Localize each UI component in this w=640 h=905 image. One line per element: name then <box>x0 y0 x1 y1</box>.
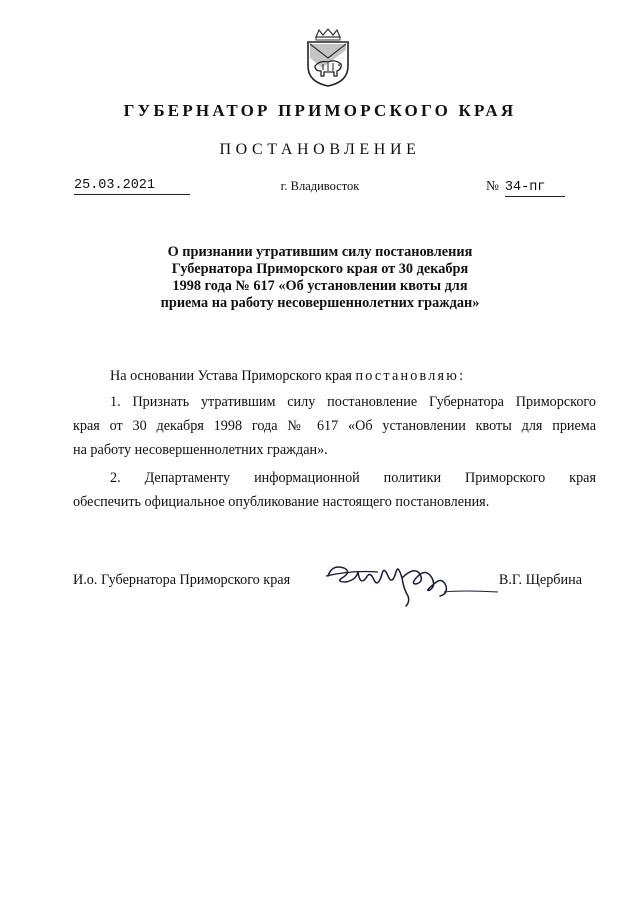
preamble <box>73 364 596 388</box>
number-sign: № <box>486 178 499 193</box>
paragraph-2 <box>73 466 596 514</box>
preamble-colon: : <box>459 368 464 384</box>
issuing-authority: ГУБЕРНАТОР ПРИМОРСКОГО КРАЯ <box>123 101 517 120</box>
coat-of-arms-icon <box>302 28 354 88</box>
document-type: ПОСТАНОВЛЕНИЕ <box>219 141 421 158</box>
paragraph-line: края от 30 декабря 1998 года № 617 «Об установлении квоты для приема <box>73 418 596 434</box>
handwritten-signature <box>322 556 500 614</box>
paragraph-1 <box>73 390 596 462</box>
document-number <box>486 178 578 197</box>
paragraph-line: на работу несовершеннолетних граждан». <box>73 442 328 458</box>
document-title <box>0 244 640 312</box>
document-city: г. Владивосток <box>280 179 360 193</box>
signatory-position: И.о. Губернатора Приморского края <box>73 572 291 588</box>
document-date: 25.03.2021 <box>74 178 190 195</box>
paragraph-line: 1. Признать утратившим силу постановление Губернатора Приморского <box>110 394 596 410</box>
paragraph-line: обеспечить официальное опубликование настоящего постановления. <box>73 494 490 510</box>
title-line: О признании утратившим силу постановления <box>167 244 473 260</box>
preamble-decree-word: постановляю <box>355 368 460 384</box>
number-value: 34-пг <box>505 180 565 197</box>
paragraph-line: 2. Департаменту информационной политики Приморского края <box>110 470 596 486</box>
title-line: приема на работу несовершеннолетних граждан» <box>160 295 480 311</box>
signatory-name: В.Г. Щербина <box>498 572 582 588</box>
title-line: 1998 года № 617 «Об установлении квоты для <box>172 278 468 294</box>
title-line: Губернатора Приморского края от 30 декабря <box>171 261 469 277</box>
preamble-lead: На основании Устава Приморского края <box>110 368 356 384</box>
